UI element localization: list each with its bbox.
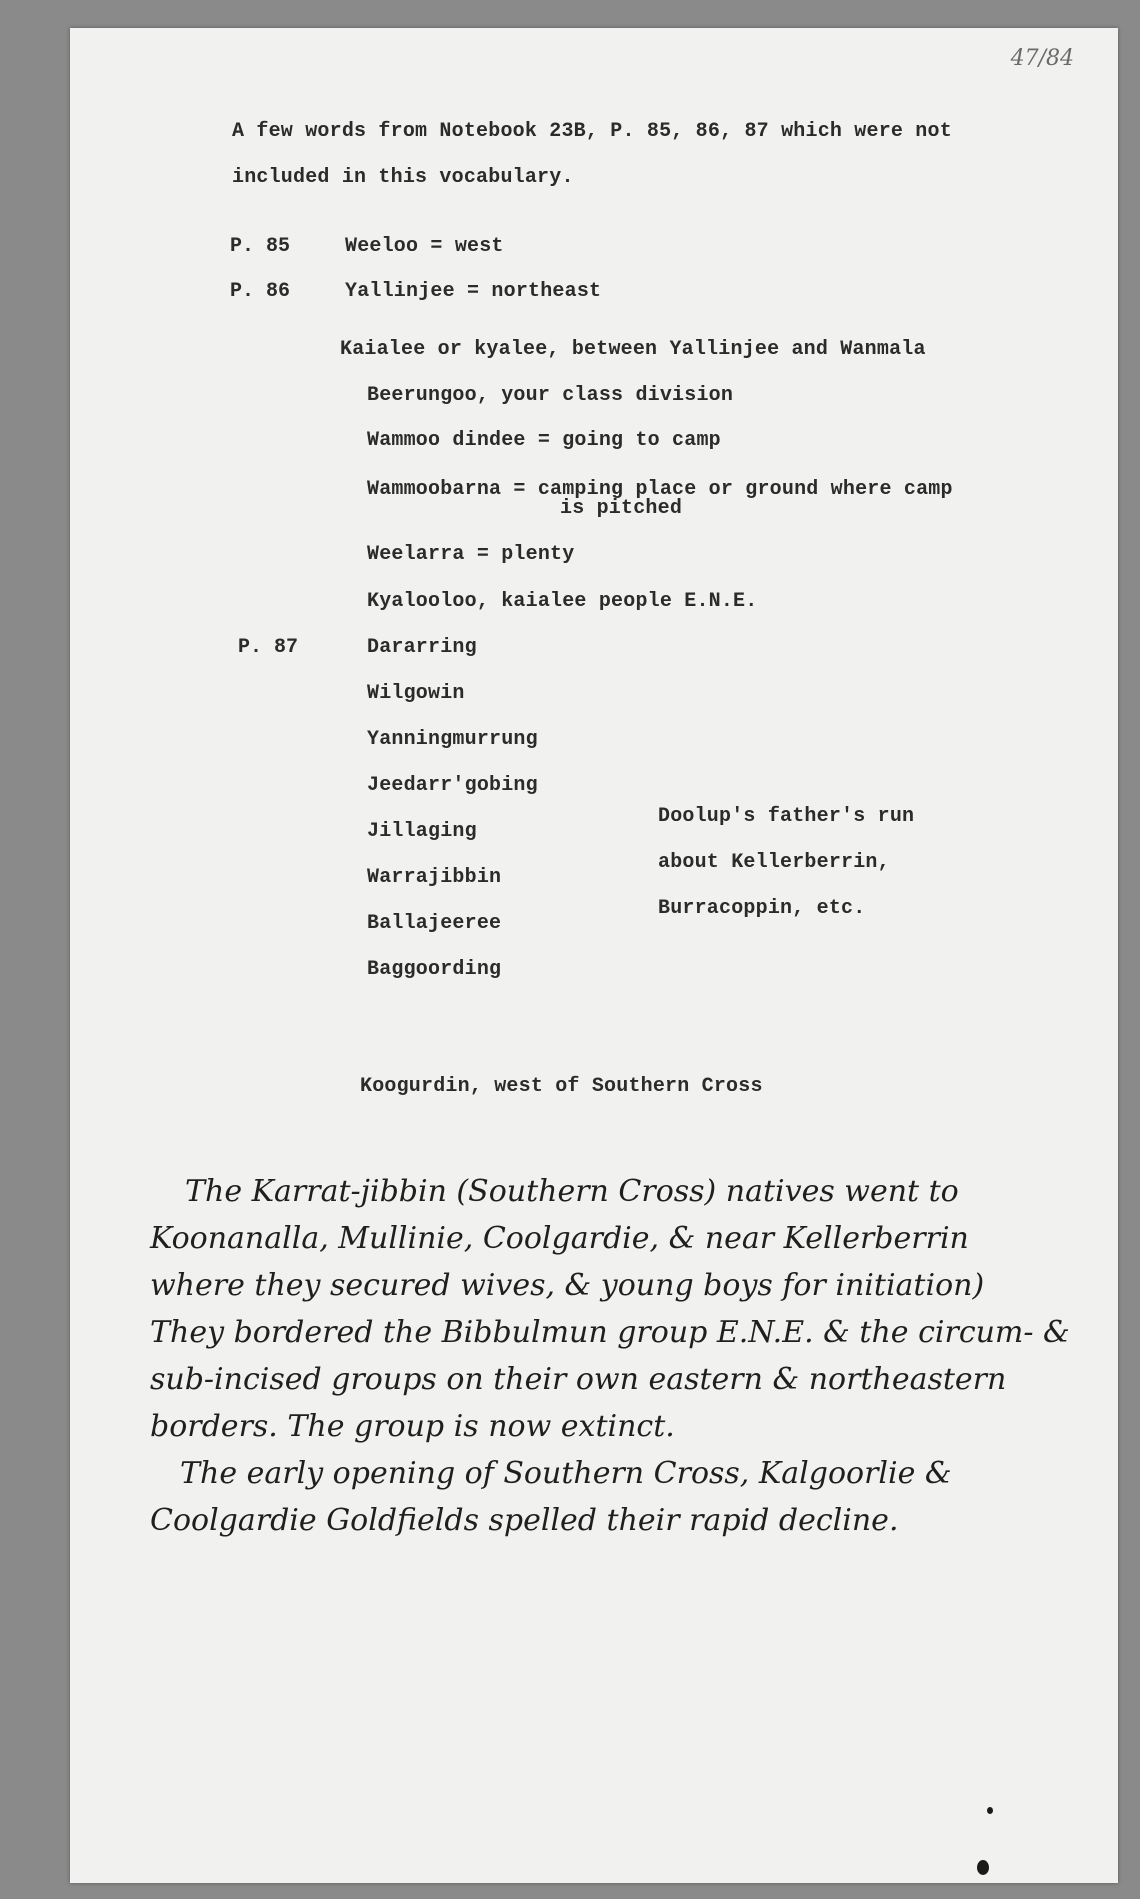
hand-line-6: borders. The group is now extinct. [150,1409,675,1444]
name-jeedarr-gobing: Jeedarr'gobing [367,774,538,797]
ink-dot-large [977,1860,989,1875]
name-warrajibbin: Warrajibbin [367,866,502,889]
intro-line-1: A few words from Notebook 23B, P. 85, 86, 87 which were not [232,120,952,143]
page-ref-85: P. 85 [230,235,291,258]
run-note-line-3: Burracoppin, etc. [658,897,866,920]
entry-yallinjee: Yallinjee = northeast [345,280,602,303]
hand-line-4: They bordered the Bibbulmun group E.N.E. & the circum- & [150,1315,1070,1350]
handwritten-note [150,1168,1090,1544]
entry-beerungoo: Beerungoo, your class division [367,384,734,407]
name-baggoording: Baggoording [367,958,502,981]
run-note-line-2: about Kellerberrin, [658,851,890,874]
name-yanningmurrung: Yanningmurrung [367,728,538,751]
page-ref-87: P. 87 [238,636,299,659]
name-dararring: Dararring [367,636,477,659]
entry-wammoo-dindee: Wammoo dindee = going to camp [367,429,721,452]
run-note [658,794,914,932]
name-ballajeeree: Ballajeeree [367,912,502,935]
entry-kyalooloo: Kyalooloo, kaialee people E.N.E. [367,590,758,613]
entry-weelarra: Weelarra = plenty [367,543,575,566]
run-note-line-1: Doolup's father's run [658,805,915,828]
koogurdin-line: Koogurdin, west of Southern Cross [360,1075,763,1098]
entry-wammoobarna: Wammoobarna = camping place or ground where camp [367,478,953,501]
entry-kaialee: Kaialee or kyalee, between Yallinjee and Wanmala [340,338,926,361]
entry-weeloo: Weeloo = west [345,235,504,258]
hand-line-2: Koonanalla, Mullinie, Coolgardie, & near Kellerberrin [150,1221,969,1256]
page-ref-86: P. 86 [230,280,291,303]
hand-line-1: The Karrat-jibbin (Southern Cross) natives went to [185,1174,959,1209]
name-wilgowin: Wilgowin [367,682,465,705]
intro-line-2: included in this vocabulary. [232,166,574,189]
hand-line-3: where they secured wives, & young boys for initiation) [150,1268,985,1303]
name-jillaging: Jillaging [367,820,477,843]
hand-line-7: The early opening of Southern Cross, Kalgoorlie & [180,1456,952,1491]
entry-wammoobarna-cont: is pitched [560,497,683,520]
document-page [70,28,1118,1883]
hand-line-5: sub-incised groups on their own eastern & northeastern [150,1362,1007,1397]
page-number: 47/84 [1010,46,1074,71]
ink-dot-small [987,1807,993,1814]
hand-line-8: Coolgardie Goldfields spelled their rapid decline. [150,1503,899,1538]
